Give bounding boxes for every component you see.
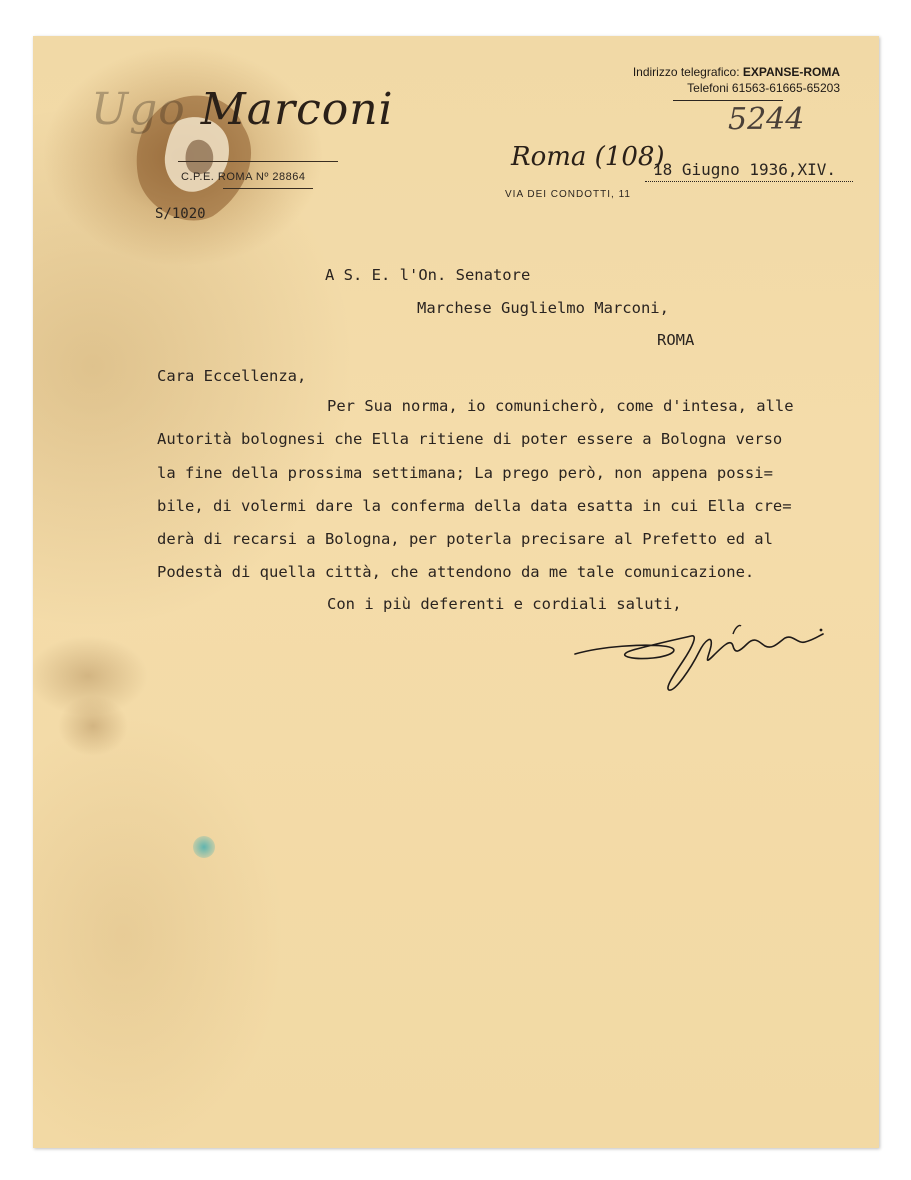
- letterhead-address: VIA DEI CONDOTTI, 11: [505, 189, 631, 200]
- recipient-line-2: Marchese Guglielmo Marconi,: [417, 299, 669, 317]
- place-script: Roma (108): [511, 142, 665, 172]
- body-line: Autorità bolognesi che Ella ritiene di poter essere a Bologna verso: [157, 430, 783, 448]
- telegraph-divider: [673, 100, 783, 101]
- phones-value: 61563-61665-65203: [731, 81, 840, 95]
- body-line: derà di recarsi a Bologna, per poterla precisare al Prefetto ed al: [157, 530, 773, 548]
- telegraph-value: EXPANSE-ROMA: [742, 65, 840, 79]
- logo-divider: [178, 161, 338, 163]
- salutation: Cara Eccellenza,: [157, 367, 307, 385]
- handwritten-signature: [573, 616, 853, 696]
- body-line: Per Sua norma, io comunicherò, come d'intesa, alle: [327, 397, 794, 415]
- ink-stain: [193, 836, 215, 858]
- date-underline: [645, 181, 853, 182]
- recipient-line-1: A S. E. l'On. Senatore: [325, 266, 531, 284]
- phones-label: Telefoni: [687, 81, 729, 95]
- letter-paper: [33, 36, 879, 1148]
- recipient-line-3: ROMA: [657, 331, 695, 349]
- logo-divider-lower: [223, 188, 313, 190]
- cpe-number: C.P.E. ROMA Nº 28864: [181, 171, 306, 183]
- letter-date: 18 Giugno 1936,XIV.: [653, 160, 837, 179]
- letterhead-logo: Ugo Marconi: [91, 84, 394, 135]
- telegraph-label: Indirizzo telegrafico:: [632, 65, 740, 79]
- archive-number: 5244: [728, 102, 805, 137]
- closing: Con i più deferenti e cordiali saluti,: [327, 595, 682, 613]
- body-line: Podestà di quella città, che attendono da me tale comunicazione.: [157, 563, 755, 581]
- reference-number: S/1020: [155, 206, 206, 222]
- body-line: la fine della prossima settimana; La prego però, non appena possi=: [157, 464, 773, 482]
- body-line: bile, di volermi dare la conferma della data esatta in cui Ella cre=: [157, 497, 792, 515]
- telegraph-block: [608, 64, 840, 96]
